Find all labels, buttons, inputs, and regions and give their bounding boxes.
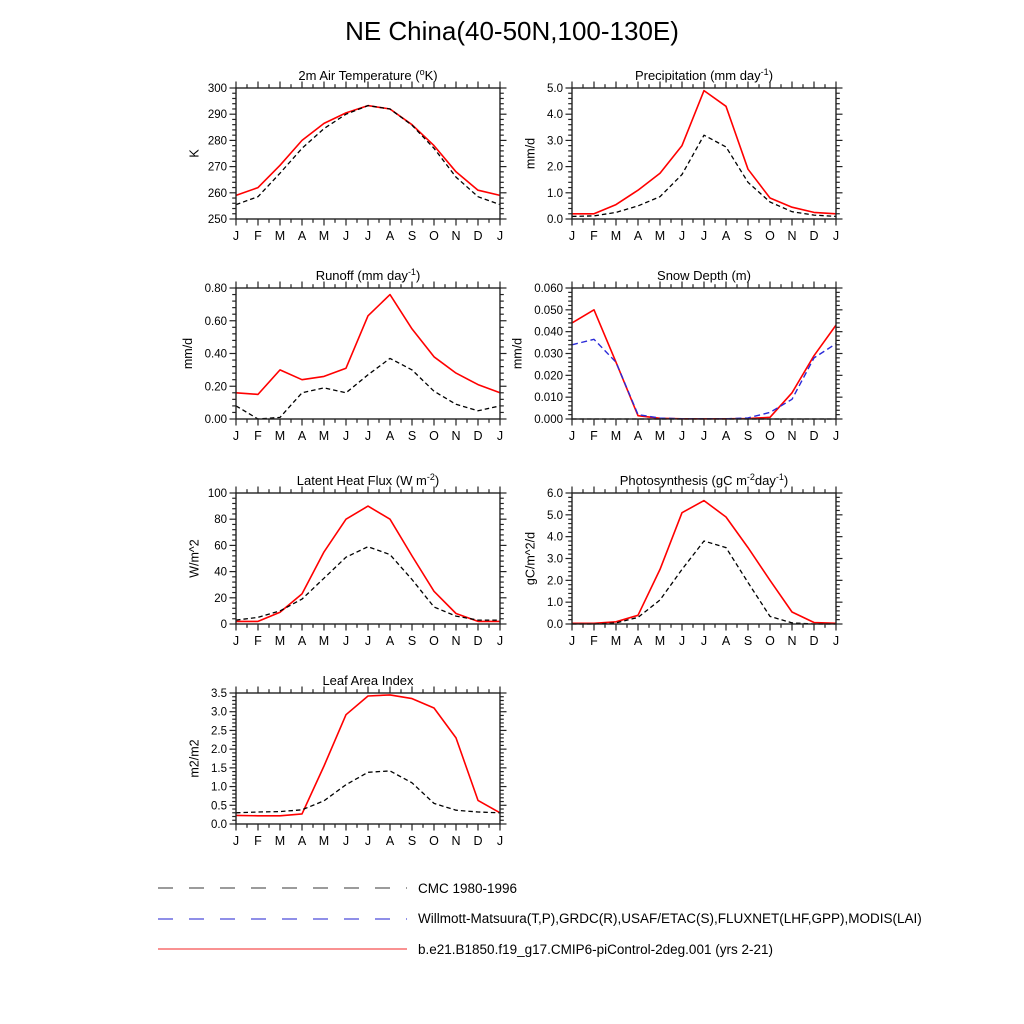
svg-text:M: M <box>610 429 622 443</box>
svg-text:S: S <box>407 229 417 243</box>
svg-text:80: 80 <box>214 514 227 527</box>
series-latent-heat-flux-0 <box>236 506 500 621</box>
month-labels-runoff <box>233 429 503 443</box>
svg-text:J: J <box>496 229 504 243</box>
axis-labels-precipitation <box>547 83 563 226</box>
svg-text:0.050: 0.050 <box>534 304 563 317</box>
svg-text:0.80: 0.80 <box>204 283 227 295</box>
svg-text:1.0: 1.0 <box>547 187 563 200</box>
svg-text:4.0: 4.0 <box>547 109 563 122</box>
svg-text:A: A <box>297 634 307 648</box>
axis-labels-air-temperature <box>208 83 227 226</box>
svg-text:0.020: 0.020 <box>534 370 563 383</box>
svg-text:1.5: 1.5 <box>211 762 227 775</box>
svg-text:O: O <box>429 429 439 443</box>
panel-title-latent-heat-flux: Latent Heat Flux (W $m^{-2}$) <box>296 472 440 488</box>
svg-text:0.20: 0.20 <box>204 381 227 394</box>
legend-label-model: b.e21.B1850.f19_g17.CMIP6-piControl-2deg.001 (yrs 2-21) <box>418 941 773 957</box>
month-labels-leaf-area-index <box>233 834 503 848</box>
svg-text:A: A <box>385 834 395 848</box>
svg-text:40: 40 <box>214 566 227 579</box>
legend-label-obs-blend: Willmott-Matsuura(T,P),GRDC(R),USAF/ETAC(S),FLUXNET(LHF,GPP),MODIS(LAI) <box>418 911 922 927</box>
series-air-temperature-1 <box>236 106 500 205</box>
svg-text:2.0: 2.0 <box>547 161 563 174</box>
svg-text:1.0: 1.0 <box>547 597 563 610</box>
svg-text:S: S <box>743 229 753 243</box>
svg-text:0.000: 0.000 <box>534 414 563 426</box>
svg-text:A: A <box>721 229 731 243</box>
plot-frame-air-temperature <box>236 88 500 219</box>
svg-text:D: D <box>473 229 483 243</box>
svg-text:A: A <box>385 634 395 648</box>
svg-text:J: J <box>232 634 240 648</box>
svg-text:N: N <box>451 834 461 848</box>
svg-text:0.0: 0.0 <box>547 619 563 631</box>
svg-text:N: N <box>787 229 797 243</box>
svg-text:D: D <box>473 634 483 648</box>
month-labels-photosynthesis <box>569 634 839 648</box>
svg-text:6.0: 6.0 <box>547 488 563 500</box>
svg-text:0.010: 0.010 <box>534 392 563 405</box>
svg-text:O: O <box>429 229 439 243</box>
svg-text:M: M <box>318 429 330 443</box>
svg-text:M: M <box>274 229 286 243</box>
legend-line-solid-red <box>157 944 407 954</box>
svg-text:N: N <box>451 634 461 648</box>
axis-labels-snow-depth <box>534 283 563 426</box>
svg-text:D: D <box>473 429 483 443</box>
y-axis-label-latent-heat-flux: W/m^2 <box>187 539 202 578</box>
series-air-temperature-0 <box>236 106 500 196</box>
axis-ticks-leaf-area-index <box>230 687 507 831</box>
svg-text:S: S <box>407 634 417 648</box>
svg-text:60: 60 <box>214 540 227 553</box>
svg-text:D: D <box>473 834 483 848</box>
svg-text:J: J <box>700 429 708 443</box>
svg-text:J: J <box>496 634 504 648</box>
svg-text:A: A <box>297 834 307 848</box>
series-photosynthesis-1 <box>572 541 836 624</box>
legend-row-obs-blend <box>157 904 922 935</box>
svg-text:J: J <box>678 429 686 443</box>
legend-label-cmc: CMC 1980-1996 <box>418 880 518 896</box>
panel-photosynthesis <box>506 463 850 659</box>
svg-text:M: M <box>610 229 622 243</box>
series-runoff-0 <box>236 295 500 395</box>
svg-text:0.060: 0.060 <box>534 283 563 295</box>
series-leaf-area-index-0 <box>236 695 500 816</box>
svg-text:J: J <box>232 229 240 243</box>
svg-text:J: J <box>678 229 686 243</box>
month-labels-snow-depth <box>569 429 839 443</box>
svg-text:J: J <box>364 834 372 848</box>
svg-text:O: O <box>429 634 439 648</box>
panel-title-leaf-area-index: Leaf Area Index <box>322 673 414 688</box>
svg-text:A: A <box>721 429 731 443</box>
svg-text:D: D <box>809 229 819 243</box>
svg-text:3.0: 3.0 <box>211 706 227 719</box>
svg-text:A: A <box>385 429 395 443</box>
svg-text:20: 20 <box>214 592 227 605</box>
svg-text:F: F <box>254 429 262 443</box>
svg-text:3.5: 3.5 <box>211 688 227 700</box>
svg-text:2.0: 2.0 <box>547 575 563 588</box>
svg-text:S: S <box>407 834 417 848</box>
series-runoff-1 <box>236 358 500 419</box>
svg-text:M: M <box>610 634 622 648</box>
svg-text:J: J <box>364 229 372 243</box>
panel-runoff <box>170 258 514 454</box>
svg-text:F: F <box>254 834 262 848</box>
svg-text:F: F <box>590 429 598 443</box>
panel-title-snow-depth: Snow Depth (m) <box>657 268 751 283</box>
series-latent-heat-flux-1 <box>236 547 500 620</box>
axis-ticks-air-temperature <box>230 82 507 226</box>
svg-text:0: 0 <box>220 619 227 631</box>
series-leaf-area-index-1 <box>236 771 500 813</box>
svg-text:J: J <box>568 229 576 243</box>
panel-title-air-temperature: 2m Air Temperature ($^o$K) <box>298 67 438 83</box>
panel-title-runoff: Runoff (mm day$^{-1}$) <box>315 267 421 283</box>
plot-frame-runoff <box>236 288 500 419</box>
svg-text:F: F <box>254 634 262 648</box>
svg-text:J: J <box>568 634 576 648</box>
svg-text:J: J <box>342 834 350 848</box>
axis-labels-leaf-area-index <box>211 688 227 831</box>
svg-text:2.0: 2.0 <box>211 744 227 757</box>
plot-frame-precipitation <box>572 88 836 219</box>
svg-text:J: J <box>232 429 240 443</box>
svg-text:N: N <box>787 429 797 443</box>
svg-text:0.0: 0.0 <box>547 214 563 226</box>
panel-title-precipitation: Precipitation (mm day$^{-1}$) <box>634 67 774 83</box>
svg-text:J: J <box>832 634 840 648</box>
svg-text:J: J <box>364 634 372 648</box>
panel-latent-heat-flux <box>170 463 514 659</box>
svg-text:0.00: 0.00 <box>204 414 227 426</box>
page-title: NE China(40-50N,100-130E) <box>345 16 679 46</box>
series-precipitation-0 <box>572 91 836 214</box>
y-axis-label-runoff: mm/d <box>181 337 195 370</box>
panel-precipitation <box>506 58 850 254</box>
panel-snow-depth <box>506 258 850 454</box>
y-axis-label-air-temperature: K <box>187 149 202 158</box>
legend-line-dash-black <box>157 883 407 893</box>
axis-ticks-precipitation <box>566 82 843 226</box>
svg-text:A: A <box>297 229 307 243</box>
svg-text:M: M <box>318 229 330 243</box>
svg-text:290: 290 <box>207 109 227 122</box>
svg-text:S: S <box>743 429 753 443</box>
svg-text:300: 300 <box>207 83 227 95</box>
svg-text:J: J <box>342 634 350 648</box>
svg-text:4.0: 4.0 <box>547 531 563 544</box>
svg-text:5.0: 5.0 <box>547 509 563 522</box>
series-photosynthesis-0 <box>572 501 836 624</box>
svg-text:J: J <box>700 634 708 648</box>
y-axis-label-precipitation: mm/d <box>523 137 538 170</box>
panel-title-photosynthesis: Photosynthesis (gC $m^{-2}day^{-1}$) <box>619 472 789 488</box>
svg-text:0.40: 0.40 <box>204 348 227 361</box>
svg-text:J: J <box>832 429 840 443</box>
y-axis-label-leaf-area-index: m2/m2 <box>187 739 202 778</box>
svg-text:3.0: 3.0 <box>547 553 563 566</box>
legend <box>157 873 922 965</box>
svg-text:0.5: 0.5 <box>211 800 227 813</box>
svg-text:5.0: 5.0 <box>547 83 563 95</box>
plot-frame-leaf-area-index <box>236 693 500 824</box>
svg-text:M: M <box>318 634 330 648</box>
axis-labels-runoff <box>205 283 227 426</box>
svg-text:J: J <box>342 429 350 443</box>
svg-text:0.0: 0.0 <box>211 819 227 831</box>
series-precipitation-1 <box>572 135 836 216</box>
legend-line-dash-blue <box>157 914 407 924</box>
svg-text:J: J <box>700 229 708 243</box>
svg-text:J: J <box>678 634 686 648</box>
axis-ticks-runoff <box>230 282 507 426</box>
svg-text:F: F <box>254 229 262 243</box>
svg-text:A: A <box>385 229 395 243</box>
svg-text:A: A <box>633 229 643 243</box>
svg-text:250: 250 <box>207 214 227 226</box>
svg-text:M: M <box>274 634 286 648</box>
svg-text:J: J <box>496 429 504 443</box>
svg-text:0.040: 0.040 <box>534 326 563 339</box>
svg-text:S: S <box>407 429 417 443</box>
svg-text:J: J <box>832 229 840 243</box>
axis-labels-latent-heat-flux <box>208 488 227 631</box>
svg-text:280: 280 <box>207 135 227 148</box>
svg-text:M: M <box>654 229 666 243</box>
axis-ticks-latent-heat-flux <box>230 487 507 631</box>
svg-text:0.030: 0.030 <box>534 348 563 361</box>
plot-frame-latent-heat-flux <box>236 493 500 624</box>
svg-text:O: O <box>765 429 775 443</box>
svg-text:M: M <box>274 429 286 443</box>
svg-text:N: N <box>451 429 461 443</box>
svg-text:O: O <box>765 229 775 243</box>
plot-frame-photosynthesis <box>572 493 836 624</box>
series-snow-depth-0 <box>572 310 836 419</box>
svg-text:S: S <box>743 634 753 648</box>
y-axis-label-snow-depth: mm/d <box>510 337 525 370</box>
axis-labels-photosynthesis <box>547 488 563 631</box>
svg-text:A: A <box>633 429 643 443</box>
month-labels-air-temperature <box>233 229 503 243</box>
legend-row-model <box>157 934 922 965</box>
svg-text:J: J <box>364 429 372 443</box>
svg-text:F: F <box>590 634 598 648</box>
svg-text:J: J <box>496 834 504 848</box>
svg-text:0.60: 0.60 <box>204 315 227 328</box>
svg-text:D: D <box>809 429 819 443</box>
svg-text:O: O <box>429 834 439 848</box>
svg-text:N: N <box>451 229 461 243</box>
svg-text:270: 270 <box>207 161 227 174</box>
svg-text:1.0: 1.0 <box>211 781 227 794</box>
svg-text:3.0: 3.0 <box>547 135 563 148</box>
svg-text:O: O <box>765 634 775 648</box>
svg-text:J: J <box>568 429 576 443</box>
svg-text:2.5: 2.5 <box>211 725 227 738</box>
y-axis-label-photosynthesis: gC/m^2/d <box>523 531 538 586</box>
svg-text:A: A <box>297 429 307 443</box>
svg-text:100: 100 <box>207 488 227 500</box>
svg-text:M: M <box>274 834 286 848</box>
svg-text:260: 260 <box>207 187 227 200</box>
svg-text:J: J <box>342 229 350 243</box>
svg-text:M: M <box>654 429 666 443</box>
svg-text:M: M <box>654 634 666 648</box>
svg-text:D: D <box>809 634 819 648</box>
axis-ticks-photosynthesis <box>566 487 843 631</box>
month-labels-latent-heat-flux <box>233 634 503 648</box>
panel-leaf-area-index <box>170 663 514 859</box>
month-labels-precipitation <box>569 229 839 243</box>
panel-air-temperature <box>170 58 514 254</box>
svg-text:M: M <box>318 834 330 848</box>
svg-text:A: A <box>721 634 731 648</box>
svg-text:J: J <box>232 834 240 848</box>
svg-text:F: F <box>590 229 598 243</box>
legend-row-cmc <box>157 873 922 904</box>
svg-text:N: N <box>787 634 797 648</box>
svg-text:A: A <box>633 634 643 648</box>
